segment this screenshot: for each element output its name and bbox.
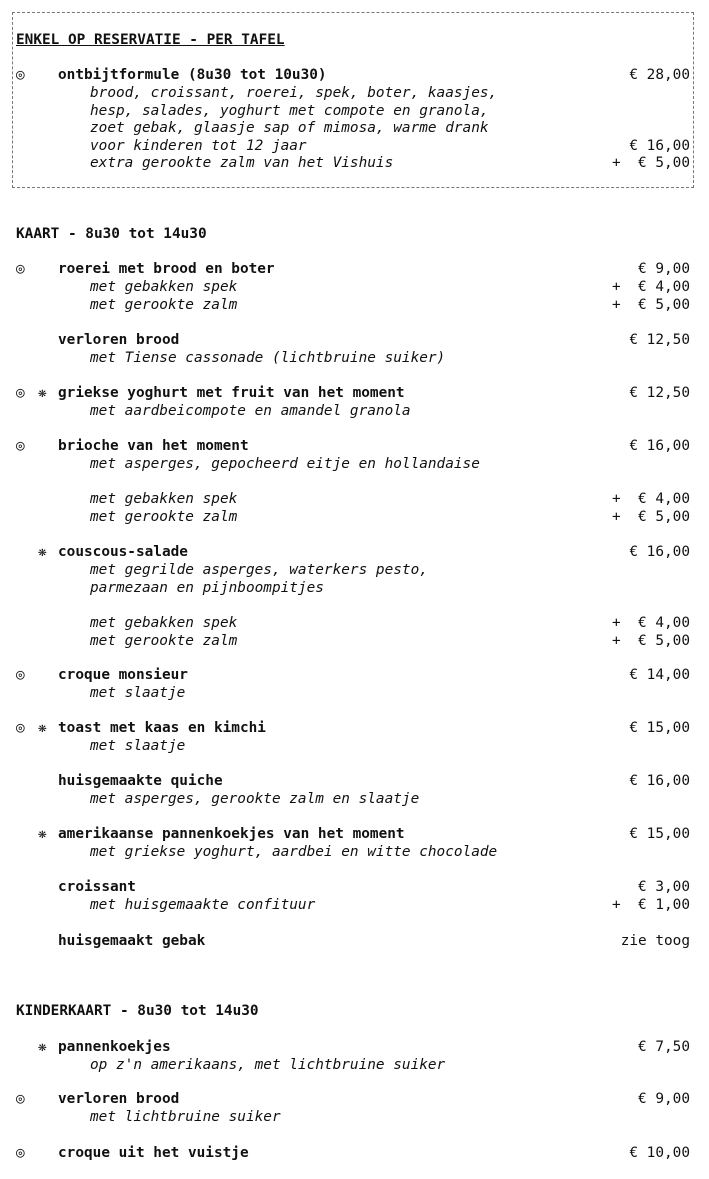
recommended-icon: ◎ [16, 438, 25, 454]
recommended-icon: ◎ [16, 261, 25, 277]
recommended-icon: ◎ [16, 720, 25, 736]
menu-item [0, 260, 709, 278]
item-detail [0, 102, 709, 120]
detail-text: met lichtbruine suiker [90, 1109, 281, 1125]
vegetarian-icon: ❋ [38, 544, 47, 560]
detail-text: met gebakken spek [90, 615, 238, 631]
menu-item [0, 825, 709, 843]
detail-text: brood, croissant, roerei, spek, boter, kaasjes, [90, 85, 498, 101]
item-detail [0, 84, 709, 102]
item-detail [0, 154, 709, 172]
detail-price: + € 5,00 [612, 633, 690, 649]
detail-price: € 16,00 [629, 138, 690, 154]
recommended-icon: ◎ [16, 1145, 25, 1161]
detail-price: + € 5,00 [612, 509, 690, 525]
item-price: € 12,50 [629, 385, 690, 401]
item-detail [0, 561, 709, 579]
item-detail [0, 455, 709, 473]
item-price: zie toog [620, 933, 690, 949]
detail-text: met gerookte zalm [90, 509, 238, 525]
item-detail [0, 579, 709, 597]
detail-text: met asperges, gepocheerd eitje en hollandaise [90, 456, 480, 472]
menu-item [0, 66, 709, 84]
detail-text: parmezaan en pijnboompitjes [90, 580, 324, 596]
detail-text: voor kinderen tot 12 jaar [90, 138, 307, 154]
detail-price: + € 5,00 [612, 155, 690, 171]
item-title: ontbijtformule (8u30 tot 10u30) [58, 67, 327, 83]
item-price: € 16,00 [629, 438, 690, 454]
item-price: € 9,00 [638, 261, 690, 277]
item-detail [0, 1056, 709, 1074]
item-price: € 7,50 [638, 1039, 690, 1055]
item-detail [0, 402, 709, 420]
item-title: huisgemaakt gebak [58, 933, 206, 949]
item-detail [0, 296, 709, 314]
item-detail [0, 490, 709, 508]
item-detail [0, 614, 709, 632]
detail-text: met griekse yoghurt, aardbei en witte chocolade [90, 844, 498, 860]
vegetarian-icon: ❋ [38, 385, 47, 401]
item-price: € 10,00 [629, 1145, 690, 1161]
reservation-heading: ENKEL OP RESERVATIE - PER TAFEL [16, 32, 285, 48]
detail-text: met Tiense cassonade (lichtbruine suiker) [90, 350, 446, 366]
item-detail [0, 737, 709, 755]
detail-text: met slaatje [90, 738, 186, 754]
detail-price: + € 4,00 [612, 615, 690, 631]
detail-text: met slaatje [90, 685, 186, 701]
item-title: griekse yoghurt met fruit van het moment [58, 385, 405, 401]
detail-price: + € 4,00 [612, 279, 690, 295]
item-title: croque monsieur [58, 667, 188, 683]
item-detail [0, 349, 709, 367]
menu-item [0, 543, 709, 561]
menu-item [0, 878, 709, 896]
item-price: € 14,00 [629, 667, 690, 683]
item-title: croque uit het vuistje [58, 1145, 249, 1161]
item-price: € 3,00 [638, 879, 690, 895]
item-title: toast met kaas en kimchi [58, 720, 266, 736]
detail-text: met gerookte zalm [90, 297, 238, 313]
menu-item [0, 1038, 709, 1056]
detail-text: extra gerookte zalm van het Vishuis [90, 155, 394, 171]
item-price: € 15,00 [629, 826, 690, 842]
detail-text: met gebakken spek [90, 491, 238, 507]
detail-text: met gerookte zalm [90, 633, 238, 649]
item-price: € 28,00 [629, 67, 690, 83]
kaart-heading: KAART - 8u30 tot 14u30 [16, 226, 207, 242]
menu-item [0, 1144, 709, 1162]
recommended-icon: ◎ [16, 1091, 25, 1107]
item-title: verloren brood [58, 332, 180, 348]
menu-item [0, 1090, 709, 1108]
menu-item [0, 331, 709, 349]
detail-text: met asperges, gerookte zalm en slaatje [90, 791, 420, 807]
item-detail [0, 508, 709, 526]
detail-text: op z'n amerikaans, met lichtbruine suiker [90, 1057, 446, 1073]
item-title: croissant [58, 879, 136, 895]
recommended-icon: ◎ [16, 385, 25, 401]
item-title: huisgemaakte quiche [58, 773, 223, 789]
item-title: couscous-salade [58, 544, 188, 560]
item-title: pannenkoekjes [58, 1039, 171, 1055]
detail-text: met gebakken spek [90, 279, 238, 295]
item-detail [0, 843, 709, 861]
menu-item [0, 932, 709, 950]
item-price: € 15,00 [629, 720, 690, 736]
item-detail [0, 119, 709, 137]
recommended-icon: ◎ [16, 67, 25, 83]
detail-price: + € 1,00 [612, 897, 690, 913]
item-title: brioche van het moment [58, 438, 249, 454]
detail-text: hesp, salades, yoghurt met compote en granola, [90, 103, 489, 119]
detail-text: zoet gebak, glaasje sap of mimosa, warme drank [90, 120, 489, 136]
detail-price: + € 5,00 [612, 297, 690, 313]
menu-item [0, 666, 709, 684]
item-title: roerei met brood en boter [58, 261, 275, 277]
item-detail [0, 632, 709, 650]
item-detail [0, 790, 709, 808]
menu-item [0, 384, 709, 402]
detail-text: met gegrilde asperges, waterkers pesto, [90, 562, 428, 578]
menu-item [0, 719, 709, 737]
item-title: verloren brood [58, 1091, 180, 1107]
item-detail [0, 137, 709, 155]
kinderkaart-heading: KINDERKAART - 8u30 tot 14u30 [16, 1003, 259, 1019]
detail-text: met huisgemaakte confituur [90, 897, 316, 913]
vegetarian-icon: ❋ [38, 826, 47, 842]
detail-text: met aardbeicompote en amandel granola [90, 403, 411, 419]
item-detail [0, 278, 709, 296]
item-price: € 12,50 [629, 332, 690, 348]
item-price: € 16,00 [629, 544, 690, 560]
item-price: € 16,00 [629, 773, 690, 789]
item-title: amerikaanse pannenkoekjes van het moment [58, 826, 405, 842]
item-detail [0, 1108, 709, 1126]
vegetarian-icon: ❋ [38, 720, 47, 736]
detail-price: + € 4,00 [612, 491, 690, 507]
item-detail [0, 896, 709, 914]
item-price: € 9,00 [638, 1091, 690, 1107]
recommended-icon: ◎ [16, 667, 25, 683]
item-detail [0, 684, 709, 702]
menu-item [0, 437, 709, 455]
menu-item [0, 772, 709, 790]
vegetarian-icon: ❋ [38, 1039, 47, 1055]
